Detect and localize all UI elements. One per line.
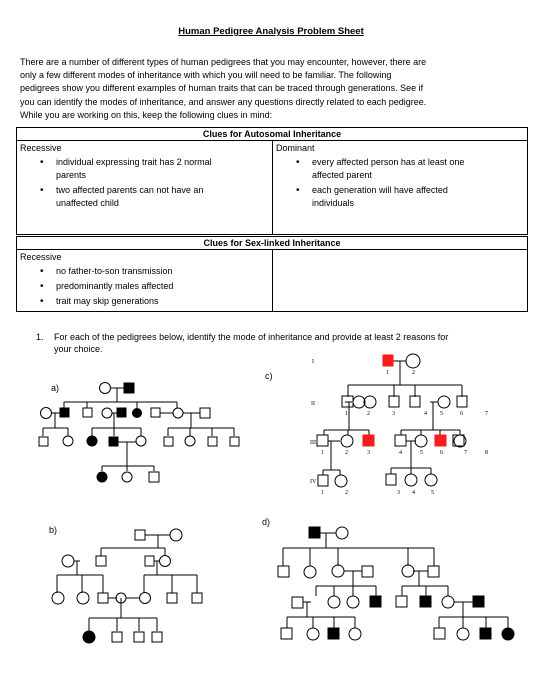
individual-number: 4 bbox=[399, 450, 402, 456]
individual-number: 4 bbox=[424, 411, 427, 417]
pedigree-c bbox=[317, 354, 467, 487]
question-line: For each of the pedigrees below, identify the mode of inheritance and provide at least 2 reasons for bbox=[54, 332, 449, 342]
individual-number: 3 bbox=[397, 490, 400, 496]
intro-line: pedigrees show you different examples of human traits that can be traced through generations. See if bbox=[20, 83, 424, 94]
intro-line: There are a number of different types of human pedigrees that you may encounter, however, there are bbox=[20, 57, 427, 67]
individual-number: 7 bbox=[485, 411, 488, 417]
individual-number: 6 bbox=[440, 450, 443, 456]
individual-number: 1 bbox=[386, 370, 389, 376]
individual-number: 5 bbox=[420, 450, 423, 456]
pedigree-a bbox=[39, 383, 239, 483]
individual-number: 7 bbox=[464, 450, 467, 456]
clue-item: • two affected parents can not have an unaffected child bbox=[56, 184, 246, 210]
individual-number: 3 bbox=[392, 411, 395, 417]
clue-item: • every affected person has at least one affected parent bbox=[312, 156, 492, 182]
clue-item: • predominantly males affected bbox=[56, 280, 272, 293]
individual-number: 3 bbox=[367, 450, 370, 456]
page-title: Human Pedigree Analysis Problem Sheet bbox=[178, 26, 364, 37]
autosomal-header: Clues for Autosomal Inheritance bbox=[17, 128, 528, 141]
pedigree-c-label: c) bbox=[265, 371, 273, 381]
recessive-label: Recessive bbox=[20, 143, 62, 153]
sexlinked-header: Clues for Sex-linked Inheritance bbox=[17, 237, 528, 250]
individual-number: 5 bbox=[440, 411, 443, 417]
dominant-label: Dominant bbox=[276, 143, 315, 153]
generation-label: III bbox=[310, 440, 316, 446]
pedigree-a-label: a) bbox=[51, 383, 60, 393]
individual-number: 2 bbox=[345, 450, 348, 456]
individual-number: 5 bbox=[431, 490, 434, 496]
pedigree-b bbox=[52, 529, 202, 643]
question-number: 1. bbox=[36, 332, 44, 342]
individual-number: 2 bbox=[367, 411, 370, 417]
pedigree-d-label: d) bbox=[262, 517, 271, 527]
individual-number: 8 bbox=[485, 450, 488, 456]
clue-item: • trait may skip generations bbox=[56, 295, 272, 308]
intro-line: you can identify the modes of inheritance, and answer any questions directly related to each pedigree. bbox=[20, 96, 427, 107]
pedigree-b-label: b) bbox=[49, 525, 58, 535]
generation-label: IV bbox=[310, 479, 317, 485]
generation-label: II bbox=[311, 401, 315, 407]
pedigree-d bbox=[278, 527, 514, 640]
intro-line: While you are working on this, keep the following clues in mind: bbox=[20, 109, 273, 120]
individual-number: 4 bbox=[412, 490, 415, 496]
clue-item: • no father-to-son transmission bbox=[56, 265, 272, 278]
clue-item: • each generation will have affected individuals bbox=[312, 184, 477, 210]
intro-line: only a few different modes of inheritance with which you will need to be familiar. The following bbox=[20, 70, 392, 81]
individual-number: 1 bbox=[345, 411, 348, 417]
clue-item: • individual expressing trait has 2 normal parents bbox=[56, 156, 236, 182]
recessive-label: Recessive bbox=[20, 252, 62, 262]
individual-number: 1 bbox=[321, 450, 324, 456]
generation-label: I bbox=[312, 359, 314, 365]
individual-number: 2 bbox=[345, 490, 348, 496]
individual-number: 6 bbox=[460, 411, 463, 417]
pedigree-c-labels bbox=[310, 359, 488, 496]
question-line: your choice. bbox=[54, 344, 103, 354]
individual-number: 1 bbox=[321, 490, 324, 496]
individual-number: 2 bbox=[412, 370, 415, 376]
